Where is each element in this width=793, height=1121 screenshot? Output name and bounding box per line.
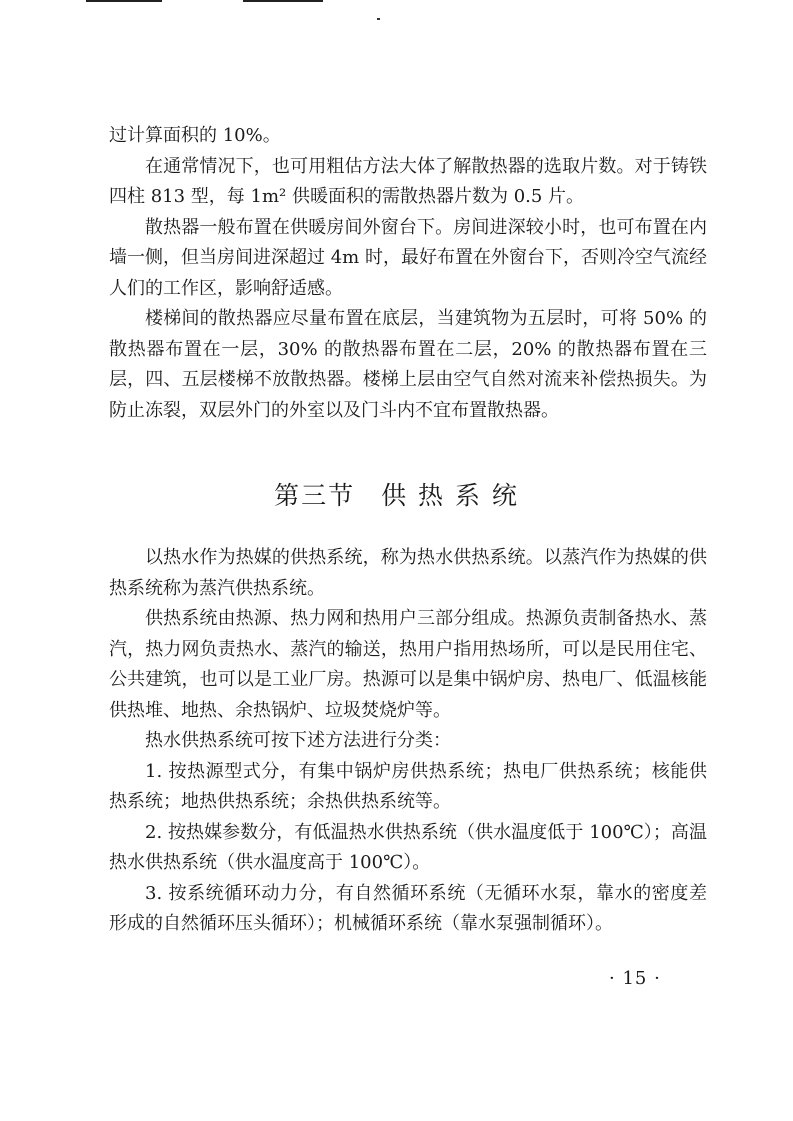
list-item-heat-source: 1. 按热源型式分，有集中锅炉房供热系统；热电厂供热系统；核能供热系统；地热供热系统；余热供热系统等。 (109, 760, 707, 812)
top-rule-left (86, 0, 162, 2)
page-number: · 15 · (609, 968, 661, 989)
paragraph-continuation: 过计算面积的 10%。 (109, 125, 281, 146)
paragraph-classification-intro: 热水供热系统可按下述方法进行分类： (145, 730, 451, 751)
section-title: 供 热 系 统 (381, 481, 519, 510)
paragraph-placement: 散热器一般布置在供暖房间外窗台下。房间进深较小时，也可布置在内墙一侧，但当房间进深超过 4m 时，最好布置在外窗台下，否则冷空气流经人们的工作区，影响舒适感。 (109, 216, 707, 299)
paragraph-stairwell: 楼梯间的散热器应尽量布置在底层，当建筑物为五层时，可将 50% 的散热器布置在一层，30% 的散热器布置在二层，20% 的散热器布置在三层，四、五层楼梯不放散热器。楼梯上层由空气自然对流来补偿热损失。为防止冻裂，双层外门的外室以及门斗内不宜布置散热器。 (109, 308, 707, 421)
top-rule-right (243, 0, 323, 2)
paragraph-estimate: 在通常情况下，也可用粗估方法大体了解散热器的选取片数。对于铸铁四柱 813 型，每 1m² 供暖面积的需散热器片数为 0.5 片。 (109, 155, 707, 207)
list-item-medium-params: 2. 按热媒参数分，有低温热水供热系统（供水温度低于 100℃）；高温热水供热系统（供水温度高于 100℃）。 (109, 821, 707, 873)
body-text-top (109, 121, 707, 426)
scan-speck (377, 18, 380, 20)
paragraph-definition: 以热水作为热媒的供热系统，称为热水供热系统。以蒸汽作为热媒的供热系统称为蒸汽供热系统。 (109, 547, 707, 599)
section-number: 第三节 (274, 481, 356, 510)
list-item-circulation: 3. 按系统循环动力分，有自然循环系统（无循环水泵，靠水的密度差形成的自然循环压头循环）；机械循环系统（靠水泵强制循环）。 (109, 882, 707, 934)
paragraph-composition: 供热系统由热源、热力网和热用户三部分组成。热源负责制备热水、蒸汽，热力网负责热水、蒸汽的输送，热用户指用热场所，可以是民用住宅、公共建筑，也可以是工业厂房。热源可以是集中锅炉房、热电厂、低温核能供热堆、地热、余热锅炉、垃圾焚烧炉等。 (109, 608, 707, 721)
body-text-bottom (109, 543, 707, 940)
section-heading (0, 478, 793, 514)
